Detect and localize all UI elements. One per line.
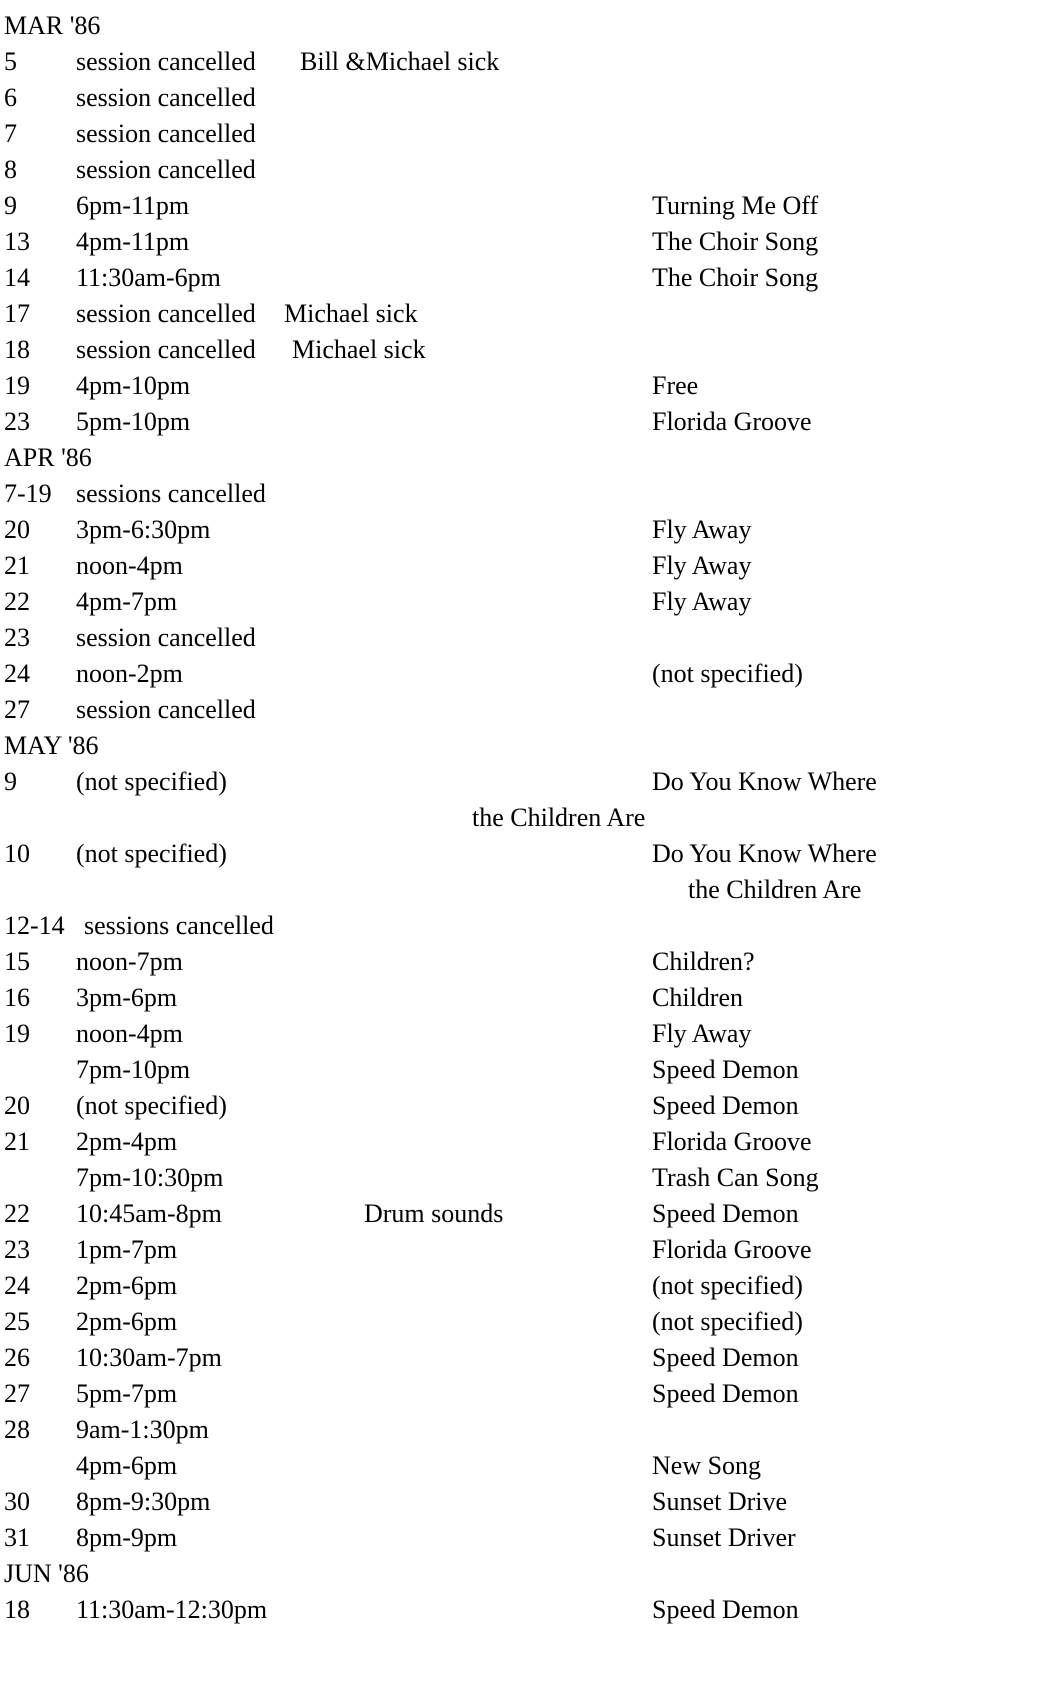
session-song: Sunset Drive xyxy=(652,1487,788,1516)
session-date: 23 xyxy=(4,1235,30,1264)
session-time: 11:30am-6pm xyxy=(76,263,221,292)
session-date: 6 xyxy=(4,83,17,112)
session-song: Speed Demon xyxy=(652,1091,799,1120)
session-song: Speed Demon xyxy=(652,1343,799,1372)
month-label: JUN '86 xyxy=(4,1559,89,1588)
session-time: 4pm-7pm xyxy=(76,587,178,616)
session-time: 10:30am-7pm xyxy=(76,1343,222,1372)
session-date: 9 xyxy=(4,191,17,220)
session-date: 24 xyxy=(4,659,30,688)
session-song: (not specified) xyxy=(652,1271,803,1300)
session-song: Speed Demon xyxy=(652,1595,799,1624)
session-song: The Choir Song xyxy=(652,227,819,256)
session-song: Do You Know Where xyxy=(652,767,877,796)
session-song: Trash Can Song xyxy=(652,1163,819,1192)
session-time: 3pm-6pm xyxy=(76,983,178,1012)
session-song: The Choir Song xyxy=(652,263,819,292)
session-date: 20 xyxy=(4,515,30,544)
month-label: MAR '86 xyxy=(4,11,101,40)
session-date: 14 xyxy=(4,263,30,292)
session-date: 30 xyxy=(4,1487,30,1516)
session-song: Turning Me Off xyxy=(652,191,819,220)
session-time: (not specified) xyxy=(76,839,227,868)
session-song: Fly Away xyxy=(652,551,752,580)
session-time: session cancelled xyxy=(76,119,256,148)
session-time: 2pm-6pm xyxy=(76,1307,178,1336)
session-date: 22 xyxy=(4,587,30,616)
session-date: 21 xyxy=(4,1127,30,1156)
session-time: 5pm-7pm xyxy=(76,1379,178,1408)
session-song: Florida Groove xyxy=(652,407,812,436)
session-time: session cancelled xyxy=(76,83,256,112)
session-time: session cancelled xyxy=(76,47,256,76)
session-time: noon-2pm xyxy=(76,659,183,688)
session-date: 25 xyxy=(4,1307,30,1336)
session-song: Speed Demon xyxy=(652,1055,799,1084)
session-song: Fly Away xyxy=(652,1019,752,1048)
session-time: session cancelled xyxy=(76,695,256,724)
session-date: 27 xyxy=(4,1379,30,1408)
session-song: Speed Demon xyxy=(652,1199,799,1228)
session-date: 18 xyxy=(4,1595,30,1624)
session-song: Children xyxy=(652,983,743,1012)
session-note: Michael sick xyxy=(284,299,418,328)
session-date: 13 xyxy=(4,227,30,256)
session-date: 24 xyxy=(4,1271,30,1300)
session-time: 1pm-7pm xyxy=(76,1235,178,1264)
session-time: (not specified) xyxy=(76,767,227,796)
session-song: Fly Away xyxy=(652,587,752,616)
session-date: 15 xyxy=(4,947,30,976)
session-time: 2pm-4pm xyxy=(76,1127,178,1156)
session-time: 6pm-11pm xyxy=(76,191,190,220)
session-date: 19 xyxy=(4,371,30,400)
session-date: 19 xyxy=(4,1019,30,1048)
session-time: 7pm-10:30pm xyxy=(76,1163,224,1192)
session-note: Bill &Michael sick xyxy=(300,47,500,76)
session-date: 21 xyxy=(4,551,30,580)
session-time: noon-4pm xyxy=(76,551,183,580)
session-time: 5pm-10pm xyxy=(76,407,191,436)
session-date: 8 xyxy=(4,155,17,184)
session-time: 4pm-10pm xyxy=(76,371,191,400)
session-time: sessions cancelled xyxy=(84,911,274,940)
session-time: 3pm-6:30pm xyxy=(76,515,211,544)
session-song: Free xyxy=(652,371,699,400)
session-time: 2pm-6pm xyxy=(76,1271,178,1300)
session-date: 28 xyxy=(4,1415,30,1444)
session-song: Do You Know Where xyxy=(652,839,877,868)
session-date: 18 xyxy=(4,335,30,364)
session-date: 16 xyxy=(4,983,30,1012)
session-note: Michael sick xyxy=(292,335,426,364)
session-date: 27 xyxy=(4,695,30,724)
session-song: Florida Groove xyxy=(652,1235,812,1264)
session-time: (not specified) xyxy=(76,1091,227,1120)
session-date: 20 xyxy=(4,1091,30,1120)
session-song-continuation: the Children Are xyxy=(688,875,862,904)
session-time: 11:30am-12:30pm xyxy=(76,1595,268,1624)
session-time: session cancelled xyxy=(76,623,256,652)
session-date: 17 xyxy=(4,299,30,328)
session-song: Speed Demon xyxy=(652,1379,799,1408)
session-time: 7pm-10pm xyxy=(76,1055,191,1084)
session-song: New Song xyxy=(652,1451,762,1480)
session-date: 23 xyxy=(4,623,30,652)
session-time: 8pm-9:30pm xyxy=(76,1487,211,1516)
session-date: 23 xyxy=(4,407,30,436)
session-time: noon-4pm xyxy=(76,1019,183,1048)
session-time: 10:45am-8pm xyxy=(76,1199,222,1228)
session-song: Florida Groove xyxy=(652,1127,812,1156)
month-label: APR '86 xyxy=(4,443,92,472)
session-time: session cancelled xyxy=(76,335,256,364)
session-date: 7 xyxy=(4,119,17,148)
session-date: 10 xyxy=(4,839,30,868)
session-date: 7-19 xyxy=(4,479,52,508)
session-date: 26 xyxy=(4,1343,30,1372)
session-date: 31 xyxy=(4,1523,30,1552)
session-song: Sunset Driver xyxy=(652,1523,796,1552)
session-time: 8pm-9pm xyxy=(76,1523,178,1552)
session-time: 4pm-11pm xyxy=(76,227,190,256)
month-label: MAY '86 xyxy=(4,731,99,760)
session-time: 4pm-6pm xyxy=(76,1451,178,1480)
session-song: Fly Away xyxy=(652,515,752,544)
session-date: 5 xyxy=(4,47,17,76)
session-date: 9 xyxy=(4,767,17,796)
session-time: 9am-1:30pm xyxy=(76,1415,209,1444)
session-date: 12-14 xyxy=(4,911,65,940)
session-time: sessions cancelled xyxy=(76,479,266,508)
session-song-continuation: the Children Are xyxy=(472,803,646,832)
session-note: Drum sounds xyxy=(364,1199,504,1228)
session-time: session cancelled xyxy=(76,299,256,328)
session-song: Children? xyxy=(652,947,755,976)
session-song: (not specified) xyxy=(652,659,803,688)
session-song: (not specified) xyxy=(652,1307,803,1336)
session-time: session cancelled xyxy=(76,155,256,184)
session-time: noon-7pm xyxy=(76,947,183,976)
session-date: 22 xyxy=(4,1199,30,1228)
